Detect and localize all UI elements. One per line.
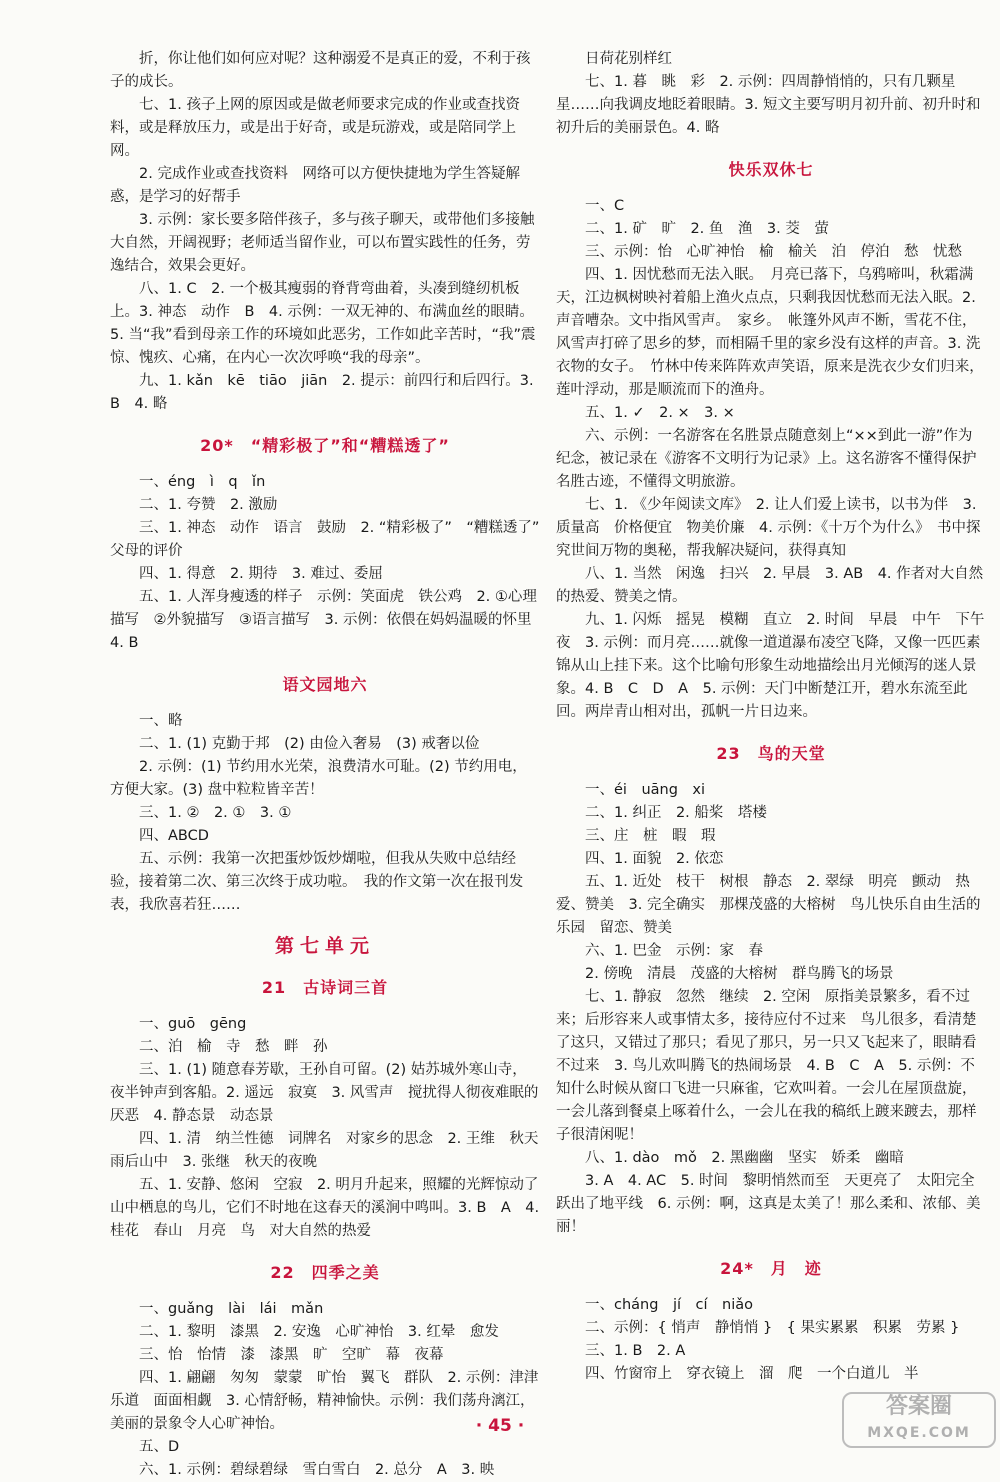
answer-paragraph: 日荷花别样红 — [585, 51, 672, 67]
answer-paragraph: 七、1. 暮 眺 彩 2. 示例：四周静悄悄的，只有几颗星星……向我调皮地眨着眼睛。3. 短文主要写明月初升前、初升时和初升后的美丽景色。4. 略 — [556, 74, 981, 136]
answer-paragraph: 四、竹窗帘上 穿衣镜上 溜 爬 一个白道儿 半 — [585, 1366, 919, 1382]
answer-paragraph: 二、1. 夸赞 2. 激励 — [139, 497, 278, 513]
answer-paragraph: 二、1. 纠正 2. 船桨 塔楼 — [585, 805, 767, 821]
section-heading: 21 古诗词三首 — [261, 978, 389, 997]
answer-paragraph: 五、1. 人浑身瘦透的样子 示例：笑面虎 铁公鸡 2. ①心理描写 ②外貌描写 ③语言描写 3. 示例：依偎在妈妈温暖的怀里 4. B — [110, 589, 546, 651]
answer-paragraph: 四、1. 面貌 2. 依恋 — [585, 851, 724, 867]
answer-paragraph: 五、1. 近处 枝干 树根 静态 2. 翠绿 明亮 颤动 热爱、赞美 3. 完全确实 那棵茂盛的大榕树 鸟儿快乐自由生活的乐园 留恋、赞美 — [556, 874, 981, 936]
answer-paragraph: 八、1. C 2. 一个极其瘦弱的脊背弯曲着，头凑到缝纫机板上。3. 神态 动作 B 4. 示例：一双无神的、布满血丝的眼睛。5. 当“我”看到母亲工作的环境如此恶劣，工作如此辛苦时，“我”震惊、愧疚、心痛，在内心一次次呼唤“我的母亲”。 — [110, 281, 536, 366]
answer-paragraph: 一、C — [585, 198, 625, 214]
answer-paragraph: 八、1. 当然 闲逸 扫兴 2. 早晨 3. AB 4. 作者对大自然的热爱、赞美之情。 — [556, 566, 984, 605]
answer-paragraph: 五、D — [139, 1439, 180, 1455]
page-number: · 45 · — [475, 1416, 525, 1436]
answer-paragraph: 七、1. 《少年阅读文库》 2. 让人们爱上读书，以书为伴 3. 质量高 价格便宜 物美价廉 4. 示例：《十万个为什么》 书中探究世间万物的奥秘，帮我解决疑问，获得真知 — [556, 497, 981, 559]
watermark-logo — [842, 1392, 996, 1448]
answer-paragraph: 二、示例：{ 悄声 静悄悄 } { 果实累累 积累 劳累 } — [585, 1320, 960, 1336]
answer-paragraph: 四、1. 翩翩 匆匆 蒙蒙 旷怡 翼飞 群队 2. 示例：津津乐道 面面相觑 3. 心情舒畅，精神愉快。示例：我们荡舟漓江，美丽的景象令人心旷神怡。 — [110, 1370, 539, 1432]
answer-paragraph: 六、示例：一名游客在名胜景点随意刻上“××到此一游”作为纪念，被记录在《游客不文明行为记录》上。这名游客不懂得保护名胜古迹，不懂得文明旅游。 — [556, 428, 977, 490]
section-heading: 快乐双休七 — [728, 160, 814, 179]
answer-paragraph: 三、1. (1) 随意春芳歇，王孙自可留。(2) 姑苏城外寒山寺，夜半钟声到客船。2. 遥远 寂寞 3. 风雪声 搅扰得人彻夜难眠的厌恶 4. 静态景 动态景 — [110, 1062, 539, 1124]
answer-paragraph: 一、cháng jí cí niǎo — [585, 1297, 753, 1313]
answer-paragraph: 六、1. 示例：碧绿碧绿 雪白雪白 2. 总分 A 3. 映 — [139, 1462, 495, 1478]
answer-paragraph: 三、怡 怡情 漆 漆黑 旷 空旷 幕 夜幕 — [139, 1347, 444, 1363]
watermark-url: MXQE.COM — [867, 1425, 971, 1441]
answer-paragraph: 一、guǎng lài lái mǎn — [139, 1301, 324, 1317]
answer-paragraph: 四、ABCD — [139, 828, 209, 844]
answer-paragraph: 三、1. ② 2. ① 3. ① — [139, 805, 292, 821]
answer-paragraph: 四、1. 因忧愁而无法入眠。 月亮已落下，乌鸦啼叫，秋霜满天，江边枫树映衬着船上渔火点点，只剩我因忧愁而无法入眠。2. 声音嘈杂。文中指风雪声。 家乡。 帐篷外风声不断，雪花不住，风雪声打碎了思乡的梦，而相隔千里的家乡没有这样的声音。3. 洗衣物的女子。 竹林中传来阵阵欢声笑语，原来是洗衣少女们归来，莲叶浮动，那是顺流而下的渔舟。 — [556, 267, 984, 398]
answer-paragraph: 三、庄 桩 暇 瑕 — [585, 828, 716, 844]
answer-paragraph: 八、1. dào mǒ 2. 黑幽幽 坚实 娇柔 幽暗 — [585, 1150, 904, 1166]
answer-paragraph: 一、éi uāng xi — [585, 782, 706, 798]
answer-paragraph: 三、1. 神态 动作 语言 鼓励 2. “精彩极了” “糟糕透了” 父母的评价 — [110, 520, 554, 559]
answer-paragraph: 五、1. 安静、悠闲 空寂 2. 明月升起来，照耀的光辉惊动了山中栖息的鸟儿，它们不时地在这春天的溪涧中鸣叫。3. B A 4. 桂花 春山 月亮 鸟 对大自然的热爱 — [110, 1177, 540, 1239]
answer-paragraph: 五、1. ✓ 2. × 3. × — [585, 405, 735, 421]
answer-paragraph: 三、示例：怡 心旷神怡 榆 榆关 泊 停泊 愁 忧愁 — [585, 244, 962, 260]
answer-paragraph: 二、1. 矿 旷 2. 鱼 渔 3. 茭 萤 — [585, 221, 829, 237]
section-heading: 20* “精彩极了”和“糟糕透了” — [200, 436, 450, 455]
answer-paragraph: 四、1. 得意 2. 期待 3. 难过、委屈 — [139, 566, 383, 582]
answer-paragraph: 一、略 — [139, 713, 183, 729]
answer-paragraph: 七、1. 孩子上网的原因或是做老师要求完成的作业或查找资料，或是释放压力，或是出于好奇，或是玩游戏，或是陪同学上网。 — [110, 97, 520, 159]
answer-paragraph: 五、示例：我第一次把蛋炒饭炒煳啦，但我从失败中总结经验，接着第二次、第三次终于成功啦。 我的作文第一次在报刊发表，我欣喜若狂…… — [110, 851, 524, 913]
answer-paragraph: 3. A 4. AC 5. 时间 黎明悄然而至 天更亮了 太阳完全跃出了地平线 6. 示例：啊，这真是太美了！那么柔和、浓郁、美丽！ — [556, 1173, 981, 1235]
answer-paragraph: 二、1. 黎明 漆黑 2. 安逸 心旷神怡 3. 红晕 愈发 — [139, 1324, 499, 1340]
answer-paragraph: 2. 示例：(1) 节约用水光荣，浪费清水可耻。(2) 节约用电，方便大家。(3) 盘中粒粒皆辛苦！ — [110, 759, 527, 798]
answer-paragraph: 一、éng ì q ǐn — [139, 474, 266, 490]
section-heading: 24* 月 迹 — [720, 1259, 822, 1278]
answer-paragraph: 3. 示例：家长要多陪伴孩子，多与孩子聊天，或带他们多接触大自然，开阔视野；老师适当留作业，可以布置实践性的任务，劳逸结合，效果会更好。 — [110, 212, 535, 274]
watermark-text: 答案圈 — [885, 1394, 952, 1419]
section-heading: 22 四季之美 — [270, 1263, 380, 1282]
answer-paragraph: 2. 傍晚 清晨 茂盛的大榕树 群鸟腾飞的场景 — [585, 966, 894, 982]
answer-paragraph: 2. 完成作业或查找资料 网络可以方便快捷地为学生答疑解惑，是学习的好帮手 — [110, 166, 520, 205]
left-column — [110, 48, 554, 1482]
answer-paragraph: 二、泊 榆 寺 愁 畔 孙 — [139, 1039, 328, 1055]
unit-heading: 第七单元 — [274, 935, 375, 957]
answer-paragraph: 七、1. 静寂 忽然 继续 2. 空闲 原指美景繁多，看不过来；后形容来人或事情太多，接待应付不过来 鸟儿很多，看清楚了这只，又错过了那只；看见了那只，另一只又飞起来了，眼睛看不过来 3. 鸟儿欢叫腾飞的热闹场景 4. B C A 5. 示例：不知什么时候从窗口飞进一只麻雀，它欢叫着。一会儿在屋顶盘旋，一会儿落到餐桌上啄着什么，一会儿在我的稿纸上踱来踱去，那样子很清闲呢！ — [556, 989, 977, 1143]
answer-paragraph: 三、1. B 2. A — [585, 1343, 686, 1359]
answer-paragraph: 九、1. 闪烁 摇晃 模糊 直立 2. 时间 早晨 中午 下午 夜 3. 示例：而月亮……就像一道道瀑布凌空飞降，又像一匹匹素锦从山上挂下来。这个比喻句形象生动地描绘出月光倾泻的迷人景象。4. B C D A 5. 示例：天门中断楚江开，碧水东流至此回。两岸青山相对出，孤帆一片日边来。 — [556, 612, 999, 720]
answer-paragraph: 一、guō gēng — [139, 1016, 247, 1032]
answer-paragraph: 折，你让他们如何应对呢？这种溺爱不是真正的爱，不利于孩子的成长。 — [110, 51, 531, 90]
section-heading: 23 鸟的天堂 — [716, 744, 826, 763]
answer-paragraph: 二、1. (1) 克勤于邦 (2) 由俭入奢易 (3) 戒奢以俭 — [139, 736, 480, 752]
answer-paragraph: 四、1. 清 纳兰性德 词牌名 对家乡的思念 2. 王维 秋天雨后山中 3. 张继 秋天的夜晚 — [110, 1131, 539, 1170]
answer-paragraph: 六、1. 巴金 示例：家 春 — [585, 943, 763, 959]
section-heading: 语文园地六 — [282, 675, 368, 694]
answer-paragraph: 九、1. kǎn kē tiāo jiān 2. 提示：前四行和后四行。3. B 4. 略 — [110, 373, 534, 412]
right-column — [556, 48, 999, 1386]
